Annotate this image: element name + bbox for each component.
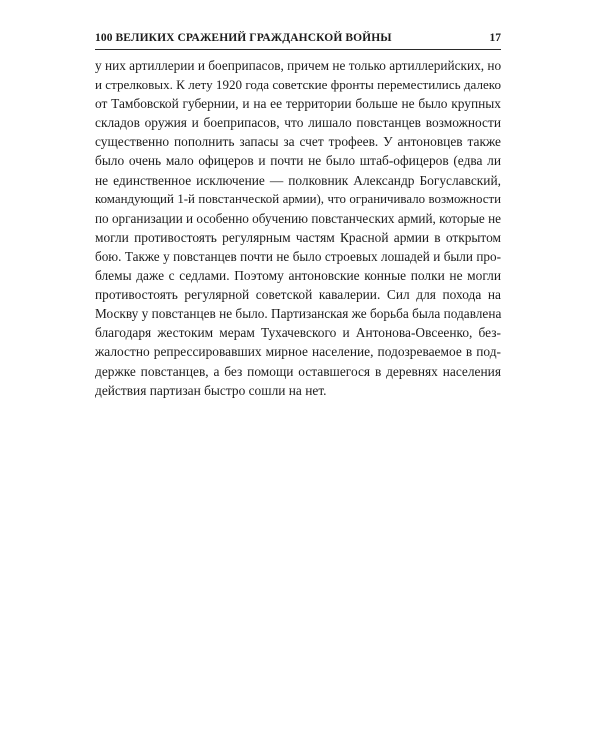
text-line: бою. Также у повстанцев почти не было строевых лошадей и были про-	[95, 248, 501, 264]
text-line: по организации и особенно обучению повстанческих армий, которые не	[95, 210, 501, 226]
text-line: блемы даже с седлами. Поэтому антоновские конные полки не могли	[95, 268, 501, 284]
text-line: складов оружия и боеприпасов, что лишало повстанцев возможности	[95, 115, 501, 131]
text-line: и стрелковых. К лету 1920 года советские фронты переместились далеко	[95, 77, 502, 93]
running-header-title: 100 ВЕЛИКИХ СРАЖЕНИЙ ГРАЖДАНСКОЙ ВОЙНЫ	[95, 32, 392, 44]
text-line: командующий 1-й повстанческой армии), что ограничивало возможности	[95, 191, 501, 206]
text-line: от Тамбовской губернии, и на ее территории больше не было крупных	[95, 96, 501, 112]
text-line: держке повстанцев, а без помощи оставшегося в деревнях населения	[95, 363, 501, 379]
text-line: не единственное исключение — полковник Александр Богуславский,	[95, 172, 501, 188]
text-line: могли противостоять регулярным частям Красной армии в открытом	[95, 229, 501, 245]
text-line: действия партизан быстро сошли на нет.	[95, 382, 327, 398]
page-number: 17	[489, 32, 501, 44]
text-line: существенно пополнить запасы за счет трофеев. У антоновцев также	[95, 134, 501, 150]
text-line: у них артиллерии и боеприпасов, причем не только артиллерийских, но	[95, 58, 502, 73]
running-header	[95, 31, 501, 50]
text-line: было очень мало офицеров и почти не было штаб-офицеров (едва ли	[95, 153, 501, 169]
text-line: жалостно репрессировавших мирное население, подозреваемое в под-	[95, 344, 501, 360]
text-line: противостоять регулярной советской кавалерии. Сил для похода на	[95, 287, 501, 303]
text-line: Москву у повстанцев не было. Партизанская же борьба была подавлена	[95, 306, 502, 322]
body-paragraph	[95, 56, 501, 400]
text-line: благодаря жестоким мерам Тухачевского и Антонова-Овсеенко, без-	[95, 325, 501, 341]
